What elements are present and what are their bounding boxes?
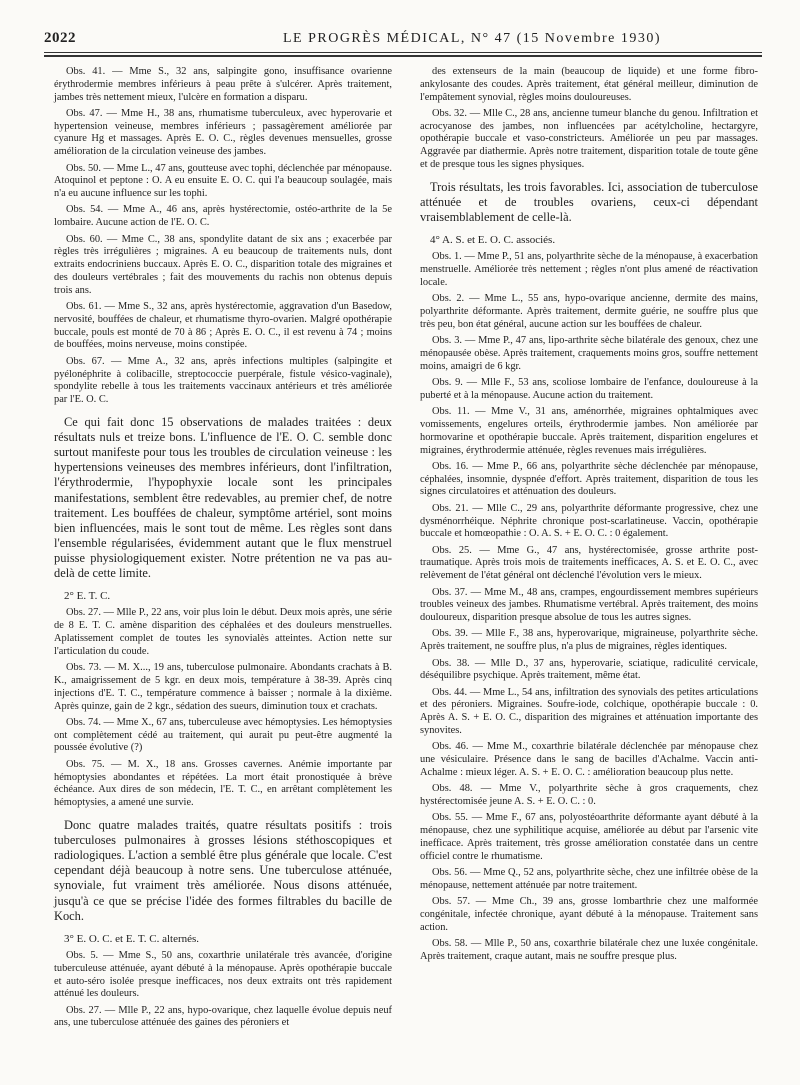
observation-paragraph: Obs. 48. — Mme V., polyarthrite sèche à gros craquements, chez hystérectomisée jeune A. S. + E. O. C. : 0. [420,783,758,808]
observation-paragraph: Obs. 75. — M. X., 18 ans. Grosses cavernes. Anémie importante par hémoptysies abondantes et répétées. La mort était pronostiquée à brève échéance. Aux dires de son médecin, l'E. T. C., en arrêtant complètement les hémoptysies, a amené une survie. [54,758,392,809]
observation-paragraph: Obs. 44. — Mme L., 54 ans, infiltration des synovials des petites articulations et des péroniers. Migraines. Soufre-iode, colchique, opothérapie buccale : 0. Après A. S. + E. O. C., disparition des migraines et atténuation importante des synovites. [420,686,758,737]
summary-paragraph: Trois résultats, les trois favorables. Ici, association de tuberculose atténuée et de troubles ovariens, ceux-ci dépendant vraisemblablement de celle-là. [420,179,758,225]
observation-paragraph: Obs. 11. — Mme V., 31 ans, aménorrhée, migraines ophtalmiques avec vomissements, engelures orteils, érythrodermie jambes. Non améliorée par hormovarine et opothérapie buccale. Après traitement, disparition engelures et migraines, érythrodermie atténuée, règles revenues mais irrégulières. [420,406,758,456]
summary-paragraph: Ce qui fait donc 15 observations de malades traitées : deux résultats nuls et treize bons. L'influence de l'E. O. C. semble donc surtout manifeste pour tous les troubles de circulation veineuse : les hypertensions veineuses des membres inférieurs, dont l'infiltration, l'érythrodermie, l'hypophyxie locale sont les principales manifestations, semblent être redevables, au premier chef, de notre traitement. Les bouffées de chaleur, symptôme artériel, sont moins bien influencées, mais le sont tout de même. Les règles sont dans l'ensemble régularisées, évidemment autant que le flux menstruel puisse physiologiquement exister. Notre prétention ne va pas au-delà de cette limite. [54,414,392,581]
observation-paragraph: Obs. 27. — Mlle P., 22 ans, hypo-ovarique, chez laquelle évolue depuis neuf ans, une tuberculose atténuée des gaines des péroniers et [54,1004,392,1029]
observation-paragraph: Obs. 41. — Mme S., 32 ans, salpingite gono, insuffisance ovarienne érythrodermie membres inférieurs à peau prête à s'ulcérer. Après traitement, jambes très nettement mieux, l'ulcère en formation a disparu. [54,66,392,103]
continued-paragraph: des extenseurs de la main (beaucoup de liquide) et une forme fibro-ankylosante des coudes. Après traitement, état général meilleur, diminution de l'empâtement synovial, règles moins douloureuses. [420,66,758,103]
observation-paragraph: Obs. 37. — Mme M., 48 ans, crampes, engourdissement membres supérieurs troubles veineux des jambes. Rhumatisme vertébral. Après traitement, des moins douloureux, disparition presque absolue de tous les autres signes. [420,586,758,624]
page-number: 2022 [44,30,76,46]
observation-paragraph: Obs. 25. — Mme G., 47 ans, hystérectomisée, grosse arthrite post-traumatique. Après trois mois de traitements inefficaces, A. S. et E. O. C., avec relèvement de l'état général ont déclenché l'évolution vers le mieux. [420,544,758,582]
observation-paragraph: Obs. 50. — Mme L., 47 ans, goutteuse avec tophi, déclenchée par ménopause. Atoquinol et peptone : O. A eu ensuite E. O. C. qui l'a beaucoup soulagée, mais n'a eu aucune influence sur les tophi. [54,162,392,200]
observation-paragraph: Obs. 16. — Mme P., 66 ans, polyarthrite sèche déclenchée par ménopause, céphalées, insomnie, dyspnée d'effort. Après traitement, disparition de tous les signes circulatoires et atténuation des douleurs. [420,460,758,498]
section-heading: 2° E. T. C. [64,590,111,603]
observation-paragraph: Obs. 39. — Mlle F., 38 ans, hyperovarique, migraineuse, polyarthrite sèche. Après traitement, ne souffre plus, n'a plus de migraines, règles identiques. [420,628,758,653]
right-column [420,66,758,967]
observation-paragraph: Obs. 73. — M. X..., 19 ans, tuberculose pulmonaire. Abondants crachats à B. K., amaigrissement de 5 kgr. en deux mois, température à 38-39. Après cinq injections d'E. T. C., température commence à baisser ; normale à la dixième. Après quinze, gain de 2 kgr., sédation des sueurs, diminution toux et crachats. [54,662,392,712]
header-rule [44,52,762,53]
observation-paragraph: Obs. 56. — Mme Q., 52 ans, polyarthrite sèche, chez une infiltrée obèse de la ménopause, nettement atténuée par notre traitement. [420,867,758,891]
header-rule-thick [44,55,762,57]
page-header [44,30,760,52]
observation-paragraph: Obs. 47. — Mme H., 38 ans, rhumatisme tuberculeux, avec hyperovarie et hypertension veineuse, membres inférieurs ; passagèrement améliorée par cyanure Hg et massages. Après E. O. C., règles devenues mensuelles, grosse amélioration de la circulation veineuse des jambes. [54,107,392,158]
observation-paragraph: Obs. 46. — Mme M., coxarthrie bilatérale déclenchée par ménopause chez une vésiculaire. Présence dans le sang de bacilles d'Achalme. Vaccin anti-Achalme : mieux léger. A. S. + E. O. C. : amélioration beaucoup plus nette. [420,741,758,778]
observation-paragraph: Obs. 27. — Mlle P., 22 ans, voir plus loin le début. Deux mois après, une série de 8 E. T. C. amène disparition des céphalées et des douleurs menstruelles. Aplatissement complet de toutes les synovialès atteintes. Action nette sur l'articulation du coude. [54,607,392,657]
observation-paragraph: Obs. 58. — Mlle P., 50 ans, coxarthrie bilatérale chez une luxée congénitale. Après traitement, craque autant, mais ne souffre presque plus. [420,937,758,962]
observation-paragraph: Obs. 2. — Mme L., 55 ans, hypo-ovarique ancienne, dermite des mains, polyarthrite déformante. Après traitement, dermite guérie, ne souffre plus que très peu, bon état général, aucune action sur les bouffées de chaleur. [420,293,758,330]
observation-paragraph: Obs. 21. — Mlle C., 29 ans, polyarthrite déformante progressive, chez une dysménorrhéique. Néphrite chronique post-scarlatineuse. Vaccin, opothérapie buccale et homœopathie : O. A. S. + E. O. C. : 0 également. [420,502,758,540]
observation-paragraph: Obs. 1. — Mme P., 51 ans, polyarthrite sèche de la ménopause, à exacerbation menstruelle. Améliorée très nettement ; règles n'ont plus amené de réactivation locale. [420,251,758,289]
observation-paragraph: Obs. 9. — Mlle F., 53 ans, scoliose lombaire de l'enfance, douloureuse à la puberté et à la ménopause. Aucune action du traitement. [420,377,758,401]
observation-paragraph: Obs. 55. — Mme F., 67 ans, polyostéoarthrite déformante ayant débuté à la ménopause, chez une syphilitique acquise, améliorée au début par l'arsenic vite inefficace. Après traitement, très grosse amélioration constatée dans un centre officiel contre le rhumatisme. [420,812,758,862]
observation-paragraph: Obs. 32. — Mlle C., 28 ans, ancienne tumeur blanche du genou. Infiltration et acrocyanose des jambes, non influencées par acétylcholine, hectargyre, opothérapie buccale et vaso-constricteurs. Améliorée un peu par massages. Aggravée par diathermie. Après notre traitement, disparition totale de toute gêne et de presque tous les signes physiques. [420,107,758,171]
observation-paragraph: Obs. 74. — Mme X., 67 ans, tuberculeuse avec hémoptysies. Les hémoptysies ont complètement cédé au traitement, qui aurait pu peut-être augmenté la poussée évolutive (?) [54,716,392,754]
observation-paragraph: Obs. 3. — Mme P., 47 ans, lipo-arthrite sèche bilatérale des genoux, chez une ménopausée obèse. Après traitement, craquements moins gros, souffre nettement moins, amaigri de 6 kgr. [420,335,758,372]
observation-paragraph: Obs. 5. — Mme S., 50 ans, coxarthrie unilatérale très avancée, d'origine tuberculeuse atténuée, ayant débuté à la ménopause. Après opothérapie buccale et auto-séro isolée presque inefficaces, nos deux extraits ont très rapidement atténué les douleurs. [54,950,392,1000]
section-heading: 3° E. O. C. et E. T. C. alternés. [64,932,200,945]
observation-paragraph: Obs. 60. — Mme C., 38 ans, spondylite datant de six ans ; exacerbée par règles très irrégulières ; migraines. A eu beaucoup de traitements nuls, dont extraits endocriniens buccaux. Après E. O. C., disparition totale des migraines et des douleurs vertébrales ; fait des mouvements du rachis non obtenus depuis trois ans. [54,233,392,296]
section-heading: 4° A. S. et E. O. C. associés. [430,234,556,247]
observation-paragraph: Obs. 38. — Mlle D., 37 ans, hyperovarie, sciatique, radiculité cervicale, déséquilibre psychique. Après traitement, même état. [420,657,758,682]
left-column [54,66,392,1034]
observation-paragraph: Obs. 54. — Mme A., 46 ans, après hystérectomie, ostéo-arthrite de la 5e lombaire. Aucune action de l'E. O. C. [54,204,392,229]
observation-paragraph: Obs. 57. — Mme Ch., 39 ans, grosse lombarthrie chez une malformée congénitale, infectée chronique, ayant débuté à la ménopause. Traitement sans action. [420,896,758,933]
observation-paragraph: Obs. 61. — Mme S., 32 ans, après hystérectomie, aggravation d'un Basedow, nervosité, bouffées de chaleur, et rhumatisme thyro-ovarien. Malgré opothérapie buccale, pouls est monté de 70 à 86 ; Après E. O. C., il est revenu à 74 ; moins de bouffées, moins nerveuse, moins constipée. [54,301,392,351]
journal-title: LE PROGRÈS MÉDICAL, N° 47 (15 Novembre 1930) [282,31,662,46]
summary-paragraph: Donc quatre malades traités, quatre résultats positifs : trois tuberculoses pulmonaires à grosses lésions stéthoscopiques et radiologiques. L'action a semblé être plus générale que locale. C'est cependant déjà beaucoup à notre sens. Une tuberculose atténuée, synoviale, fut vraiment très améliorée. Nous disons atténuée, jusqu'à ce que se précise l'idée des formes filtrables du bacille de Koch. [54,817,392,923]
observation-paragraph: Obs. 67. — Mme A., 32 ans, après infections multiples (salpingite et pyélonéphrite à colibacille, streptococcie puerpérale, fistule vésico-vaginale), spondylite rebelle à tous les traitements vaccinaux antérieurs et très améliorée par l'E. O. C. [54,355,392,406]
